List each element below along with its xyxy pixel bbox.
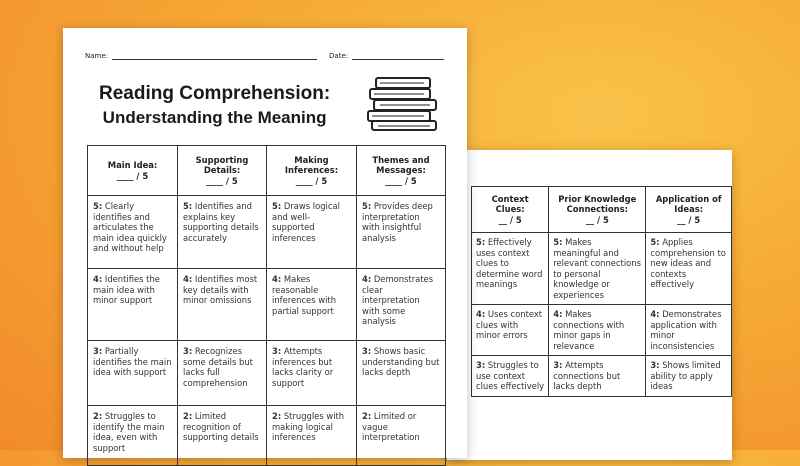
page-title: Reading Comprehension: Understanding the Meaning	[99, 83, 331, 127]
front-worksheet	[63, 28, 467, 458]
back-worksheet	[447, 150, 732, 460]
table-row	[472, 356, 732, 397]
cell: 3: Shows basic understanding but lacks depth	[357, 341, 446, 406]
table-row	[88, 406, 446, 466]
cell: 5: Clearly identifies and articulates the main idea quickly and without help	[88, 196, 178, 269]
cell: 5: Effectively uses context clues to determine word meanings	[472, 233, 549, 305]
header-context-clues: Context Clues: __ / 5	[472, 187, 549, 233]
cell: 3: Struggles to use context clues effectively	[472, 356, 549, 397]
name-label: Name:	[85, 52, 109, 60]
books-stack-icon	[366, 76, 442, 132]
header-main-idea: Main Idea: ____ / 5	[88, 146, 178, 196]
table-row	[88, 196, 446, 269]
cell: 3: Attempts connections but lacks depth	[549, 356, 646, 397]
cell: 5: Draws logical and well-supported inferences	[267, 196, 357, 269]
cell: 2: Limited or vague interpretation	[357, 406, 446, 466]
table-row	[88, 269, 446, 341]
header-prior-knowledge: Prior Knowledge Connections: __ / 5	[549, 187, 646, 233]
cell: 4: Makes reasonable inferences with partial support	[267, 269, 357, 341]
cell: 4: Uses context clues with minor errors	[472, 305, 549, 356]
cell: 4: Demonstrates application with minor inconsistencies	[646, 305, 732, 356]
cell: 3: Shows limited ability to apply ideas	[646, 356, 732, 397]
date-field[interactable]	[352, 53, 444, 60]
header-application: Application of Ideas: __ / 5	[646, 187, 732, 233]
table-row	[472, 305, 732, 356]
date-label: Date:	[329, 52, 349, 60]
cell: 4: Makes connections with minor gaps in relevance	[549, 305, 646, 356]
cell: 2: Struggles to identify the main idea, even with support	[88, 406, 178, 466]
name-field[interactable]	[112, 53, 317, 60]
cell: 4: Demonstrates clear interpretation with some analysis	[357, 269, 446, 341]
cell: 5: Identifies and explains key supporting details accurately	[178, 196, 267, 269]
header-making-inferences: Making Inferences: ____ / 5	[267, 146, 357, 196]
cell: 5: Makes meaningful and relevant connections to personal knowledge or experiences	[549, 233, 646, 305]
front-rubric-table	[87, 145, 446, 466]
header-supporting-details: Supporting Details: ____ / 5	[178, 146, 267, 196]
cell: 4: Identifies the main idea with minor support	[88, 269, 178, 341]
cell: 3: Partially identifies the main idea with support	[88, 341, 178, 406]
cell: 5: Applies comprehension to new ideas and contexts effectively	[646, 233, 732, 305]
cell: 4: Identifies most key details with minor omissions	[178, 269, 267, 341]
name-date-bar	[85, 52, 444, 60]
back-rubric-table	[471, 186, 732, 397]
table-row	[472, 233, 732, 305]
cell: 3: Attempts inferences but lacks clarity or support	[267, 341, 357, 406]
header-themes-messages: Themes and Messages: ____ / 5	[357, 146, 446, 196]
table-row	[88, 341, 446, 406]
cell: 2: Struggles with making logical inferences	[267, 406, 357, 466]
cell: 5: Provides deep interpretation with insightful analysis	[357, 196, 446, 269]
cell: 2: Limited recognition of supporting details	[178, 406, 267, 466]
cell: 3: Recognizes some details but lacks full comprehension	[178, 341, 267, 406]
header-row	[88, 146, 446, 196]
header-row	[472, 187, 732, 233]
